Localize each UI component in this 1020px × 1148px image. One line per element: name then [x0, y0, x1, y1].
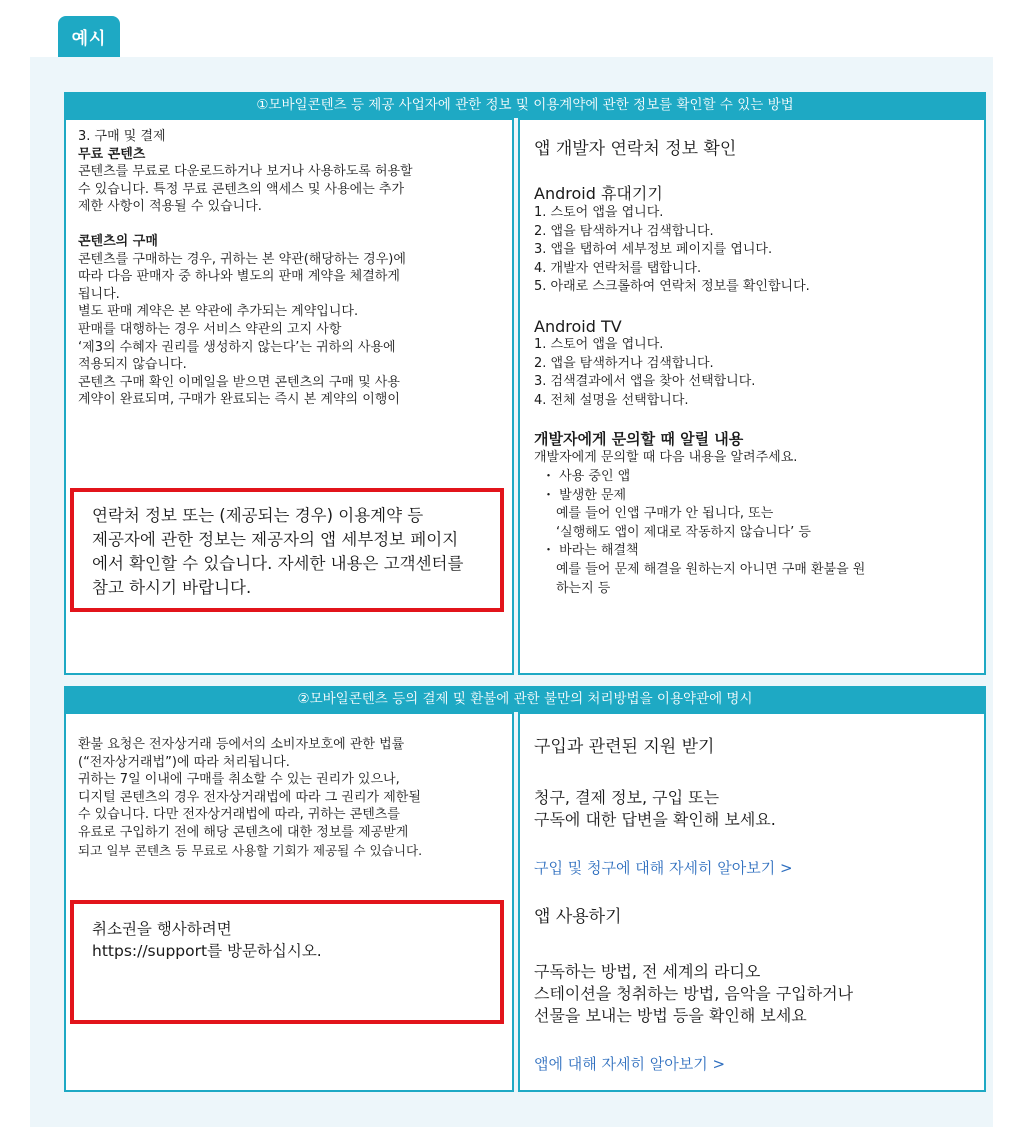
text-line: 적용되지 않습니다. — [78, 357, 187, 373]
app-learn-more-link[interactable]: 앱에 대해 자세히 알아보기 > — [534, 1055, 726, 1073]
text-line: 계약이 완료되며, 구매가 완료되는 즉시 본 계약의 이행이 — [78, 392, 400, 408]
step-item: 4. 전체 설명을 선택합니다. — [534, 392, 689, 408]
purchase-terms-text — [78, 128, 514, 409]
step-item: 1. 스토어 앱을 엽니다. — [534, 336, 664, 352]
text-line: 유료로 구입하기 전에 해당 콘텐츠에 대한 정보를 제공받게 — [78, 824, 409, 840]
text-line: 따라 다음 판매자 중 하나와 별도의 판매 계약을 체결하게 — [78, 269, 400, 285]
text-line: 되고 일부 콘텐츠 등 무료로 사용할 기회가 제공될 수 있습니다. — [78, 842, 423, 858]
text-line: 콘텐츠를 무료로 다운로드하거나 보거나 사용하도록 허용할 — [78, 164, 413, 180]
text-line: 됩니다. — [78, 286, 120, 302]
step-item: 3. 검색결과에서 앱을 찾아 선택합니다. — [534, 374, 756, 390]
app-usage-desc: 구독하는 방법, 전 세계의 라디오 — [534, 962, 761, 981]
content-purchase-heading: 콘텐츠의 구매 — [78, 233, 158, 249]
section1-right-box — [518, 118, 986, 675]
text-line: 환불 요청은 전자상거래 등에서의 소비자보호에 관한 법률 — [78, 737, 405, 752]
text-line: 귀하는 7일 이내에 구매를 취소할 수 있는 권리가 있으나, — [78, 772, 400, 788]
purchase-support-desc: 구독에 대한 답변을 확인해 보세요. — [534, 810, 776, 829]
step-item: 5. 아래로 스크롤하여 연락처 정보를 확인합니다. — [534, 279, 810, 295]
step-item: 1. 스토어 앱을 엽니다. — [534, 205, 664, 220]
text-line: 디지털 콘텐츠의 경우 전자상거래법에 따라 그 권리가 제한될 — [78, 789, 421, 805]
text-line: 판매를 대행하는 경우 서비스 약관의 고지 사항 — [78, 321, 342, 337]
app-usage-title: 앱 사용하기 — [534, 907, 622, 927]
app-usage-desc: 선물을 보내는 방법 등을 확인해 보세요 — [534, 1006, 807, 1025]
bullet-item: ・ 바라는 해결책 — [542, 543, 639, 559]
bullet-continuation: 예를 들어 문제 해결을 원하는지 아니면 구매 환불을 원 — [556, 561, 866, 577]
developer-contact-title: 앱 개발자 연락처 정보 확인 — [534, 139, 737, 159]
android-phone-heading: Android 휴대기기 — [534, 184, 663, 203]
step-item: 3. 앱을 탭하여 세부정보 페이지를 엽니다. — [534, 242, 773, 258]
bullet-continuation: 하는지 등 — [556, 580, 611, 596]
text-line: ‘제3의 수혜자 권리를 생성하지 않는다’는 귀하의 사용에 — [78, 339, 396, 355]
text-line: 콘텐츠 구매 확인 이메일을 받으면 콘텐츠의 구매 및 사용 — [78, 374, 400, 390]
section2-right-box — [518, 712, 986, 1092]
refund-terms-text — [78, 736, 514, 859]
step-item: 2. 앱을 탐색하거나 검색합니다. — [534, 223, 714, 239]
step-item: 4. 개발자 연락처를 탭합니다. — [534, 260, 702, 276]
text-line: 별도 판매 계약은 본 약관에 추가되는 계약입니다. — [78, 304, 359, 320]
section1-left-box — [64, 118, 514, 675]
highlight-line: 연락처 정보 또는 (제공되는 경우) 이용계약 등 — [92, 506, 424, 525]
android-tv-heading: Android TV — [534, 316, 622, 336]
bullet-continuation: ‘실행해도 앱이 제대로 작동하지 않습니다’ 등 — [556, 524, 811, 540]
contact-info-heading: 개발자에게 문의할 때 알릴 내용 — [534, 430, 744, 449]
text-line: (“전자상거래법”)에 따라 처리됩니다. — [78, 754, 290, 770]
section2-header: ②모바일콘텐츠 등의 결제 및 환불에 관한 불만의 처리방법을 이용약관에 명시 — [64, 686, 986, 712]
highlight-line: 에서 확인할 수 있습니다. 자세한 내용은 고객센터를 — [92, 554, 464, 573]
bullet-item: ・ 사용 중인 앱 — [542, 468, 631, 484]
section-heading: 3. 구매 및 결제 — [78, 129, 166, 144]
highlight-box-contact — [70, 488, 504, 612]
free-content-heading: 무료 콘텐츠 — [78, 146, 146, 162]
text-line: 수 있습니다. 특정 무료 콘텐츠의 액세스 및 사용에는 추가 — [78, 181, 405, 197]
purchase-support-desc: 청구, 결제 정보, 구입 또는 — [534, 788, 720, 807]
section2-left-box — [64, 712, 514, 1092]
section1-header: ①모바일콘텐츠 등 제공 사업자에 관한 정보 및 이용계약에 관한 정보를 확인할 수 있는 방법 — [64, 92, 986, 118]
example-tab: 예시 — [58, 16, 120, 56]
bullet-item: ・ 발생한 문제 — [542, 487, 627, 503]
bullet-continuation: 예를 들어 인앱 구매가 안 됩니다, 또는 — [556, 506, 774, 522]
highlight-line: 취소권을 행사하려면 — [92, 920, 232, 938]
purchase-support-title: 구입과 관련된 지원 받기 — [534, 737, 715, 757]
highlight-line: 참고 하시기 바랍니다. — [92, 578, 252, 597]
step-item: 2. 앱을 탐색하거나 검색합니다. — [534, 355, 714, 371]
highlight-line: https://support를 방문하십시오. — [92, 942, 322, 960]
purchase-billing-link[interactable]: 구입 및 청구에 대해 자세히 알아보기 > — [534, 859, 793, 877]
text-line: 콘텐츠를 구매하는 경우, 귀하는 본 약관(해당하는 경우)에 — [78, 251, 406, 267]
app-usage-desc: 스테이션을 청취하는 방법, 음악을 구입하거나 — [534, 984, 854, 1003]
text-line: 수 있습니다. 다만 전자상거래법에 따라, 귀하는 콘텐츠를 — [78, 807, 400, 823]
contact-intro: 개발자에게 문의할 때 다음 내용을 알려주세요. — [534, 450, 798, 466]
highlight-box-cancel — [70, 900, 504, 1024]
text-line: 제한 사항이 적용될 수 있습니다. — [78, 199, 262, 215]
highlight-line: 제공자에 관한 정보는 제공자의 앱 세부정보 페이지 — [92, 530, 459, 549]
